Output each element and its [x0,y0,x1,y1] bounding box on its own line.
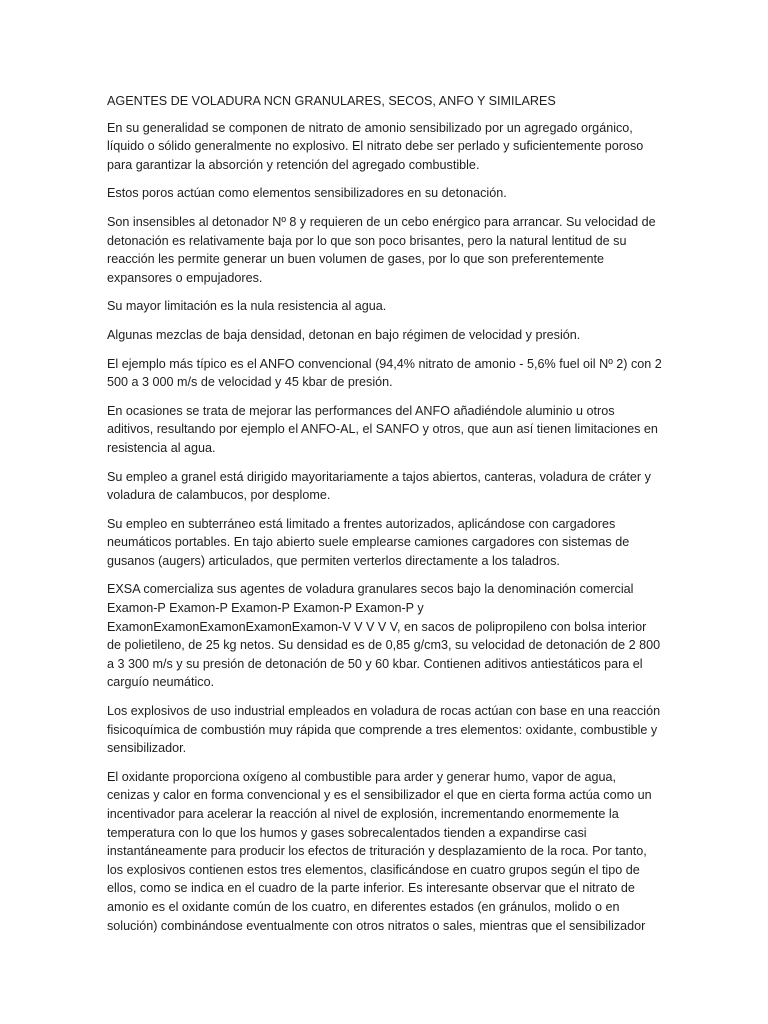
paragraph-11: Los explosivos de uso industrial empleados en voladura de rocas actúan con base en una reacción fisicoquímica de combustión muy rápida que comprende a tres elementos: oxidante, combustible y sensibilizador. [107,704,661,756]
paragraph-3: Son insensibles al detonador Nº 8 y requieren de un cebo enérgico para arrancar. Su velocidad de detonación es relativamente baja por lo que son poco brisantes, pero la natural lentitud de su reacción les permite generar un buen volumen de gases, por lo que son preferentemente expansores o empujadores. [107,214,656,285]
paragraph-5: Algunas mezclas de baja densidad, detonan en bajo régimen de velocidad y presión. [107,327,581,342]
paragraph-9: Su empleo en subterráneo está limitado a frentes autorizados, aplicándose con cargadores neumáticos portables. En tajo abierto suele emplearse camiones cargadores con sistemas de gusanos (augers) articulados, que permiten verterlos directamente a los taladros. [107,516,630,568]
paragraph-10: EXSA comercializa sus agentes de voladura granulares secos bajo la denominación comercial Examon-P Examon-P Examon-P Examon-P Examon-P y ExamonExamonExamonExamonExamon-V V V V V, en sacos de polipropileno con bolsa interior de polietileno, de 25 kg netos. Su densidad es de 0,85 g/cm3, su velocidad de detonación de 2 800 a 3 300 m/s y su presión de detonación de 50 y 60 kbar. Contienen aditivos antiestáticos para el carguío neumático. [107,582,661,690]
paragraph-6: El ejemplo más típico es el ANFO convencional (94,4% nitrato de amonio - 5,6% fuel oil Nº 2) con 2 500 a 3 000 m/s de velocidad y 45 kbar de presión. [107,356,662,390]
paragraph-7: En ocasiones se trata de mejorar las performances del ANFO añadiéndole aluminio u otros aditivos, resultando por ejemplo el ANFO-AL, el SANFO y otros, que aun así tienen limitaciones en resistencia al agua. [107,403,658,455]
paragraph-2: Estos poros actúan como elementos sensibilizadores en su detonación. [107,186,507,201]
paragraph-4: Su mayor limitación es la nula resistencia al agua. [107,299,387,314]
paragraph-1: En su generalidad se componen de nitrato de amonio sensibilizado por un agregado orgánico, líquido o sólido generalmente no explosivo. El nitrato debe ser perlado y suficientemente poroso para garantizar la absorción y retención del agregado combustible. [107,120,644,172]
paragraph-8: Su empleo a granel está dirigido mayoritariamente a tajos abiertos, canteras, voladura de cráter y voladura de calambucos, por desplome. [107,469,651,503]
paragraph-12: El oxidante proporciona oxígeno al combustible para arder y generar humo, vapor de agua, cenizas y calor en forma convencional y es el sensibilizador el que en cierta forma actúa como un incentivador para acelerar la reacción al nivel de explosión, incrementando enormemente la temperatura con lo que los humos y gases sobrecalentados tienden a expandirse casi instantáneamente para producir los efectos de trituración y desplazamiento de la roca. Por tanto, los explosivos contienen estos tres elementos, clasificándose en cuatro grupos según el tipo de ellos, como se indica en el cuadro de la parte inferior. Es interesante observar que el nitrato de amonio es el oxidante común de los cuatro, en diferentes estados (en gránulos, molido o en solución) combinándose eventualmente con otros nitratos o sales, mientras que el sensibilizador [107,769,652,933]
document-body [107,92,662,945]
document-title: AGENTES DE VOLADURA NCN GRANULARES, SECOS, ANFO Y SIMILARES [107,94,556,108]
